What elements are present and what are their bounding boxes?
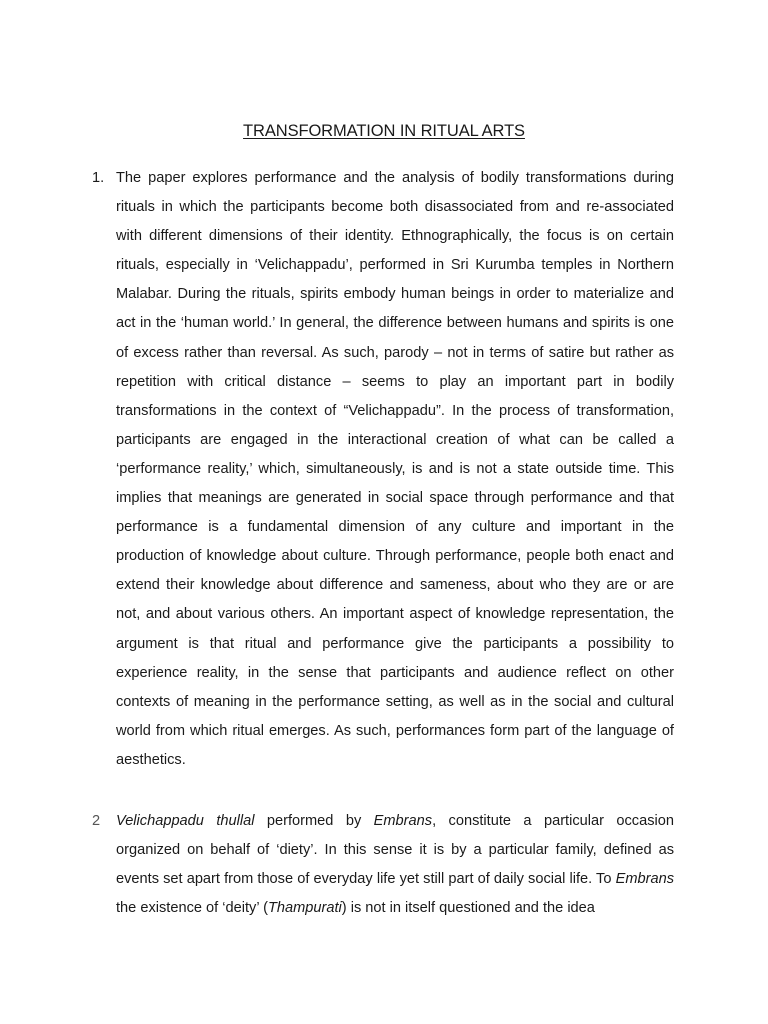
- text-segment: , constitute a particular occasion organized on behalf of ‘diety’. In this sense it is by a particular family, defined as events set apart from those of everyday life yet still part of daily social life. To: [116, 813, 674, 888]
- term-velichappadu-thullal: Velichappadu thullal: [116, 813, 255, 829]
- term-embrans: Embrans: [615, 871, 674, 888]
- paragraph-text: [116, 807, 674, 923]
- term-embrans: Embrans: [373, 813, 433, 829]
- text-segment: performed by: [254, 813, 374, 829]
- text-segment: the existence of ‘deity’ (: [116, 900, 268, 917]
- paragraph-number: 1.: [92, 170, 105, 186]
- paragraph-text: The paper explores performance and the analysis of bodily transformations during rituals in which the participants become both disassociated from and re-associated with different dimensions of their identity. Ethnographically, the focus is on certain rituals, especially in ‘Velichappadu’, performed in Sri Kurumba temples in Northern Malabar. During the rituals, spirits embody human beings in order to materialize and act in the ‘human world.’ In general, the difference between humans and spirits is one of excess rather than reversal. As such, parody – not in terms of satire but rather as repetition with critical distance – seems to play an important part in bodily transformations in the context of “Velichappadu”. In the process of transformation, participants are engaged in the interactional creation of what can be called a ‘performance reality,’ which, simultaneously, is and is not a state outside time. This implies that meanings are generated in social space through performance and that performance is a fundamental dimension of any culture and important in the production of knowledge about culture. Through performance, people both enact and extend their knowledge about difference and sameness, about who they are or are not, and about various others. An important aspect of knowledge representation, the argument is that ritual and performance give the participants a possibility to experience reality, in the sense that participants and audience reflect on other contexts of meaning in the performance setting, as well as in the social and cultural world from which ritual emerges. As such, performances form part of the language of aesthetics.: [116, 170, 674, 768]
- paragraph-number: 2: [92, 813, 101, 829]
- document-title: TRANSFORMATION IN RITUAL ARTS: [243, 122, 525, 140]
- numbered-paragraph-2: [92, 807, 674, 923]
- numbered-paragraph-1: [92, 164, 674, 775]
- text-segment: ) is not in itself questioned and the idea: [341, 900, 595, 917]
- term-thampurati: Thampurati: [267, 900, 342, 917]
